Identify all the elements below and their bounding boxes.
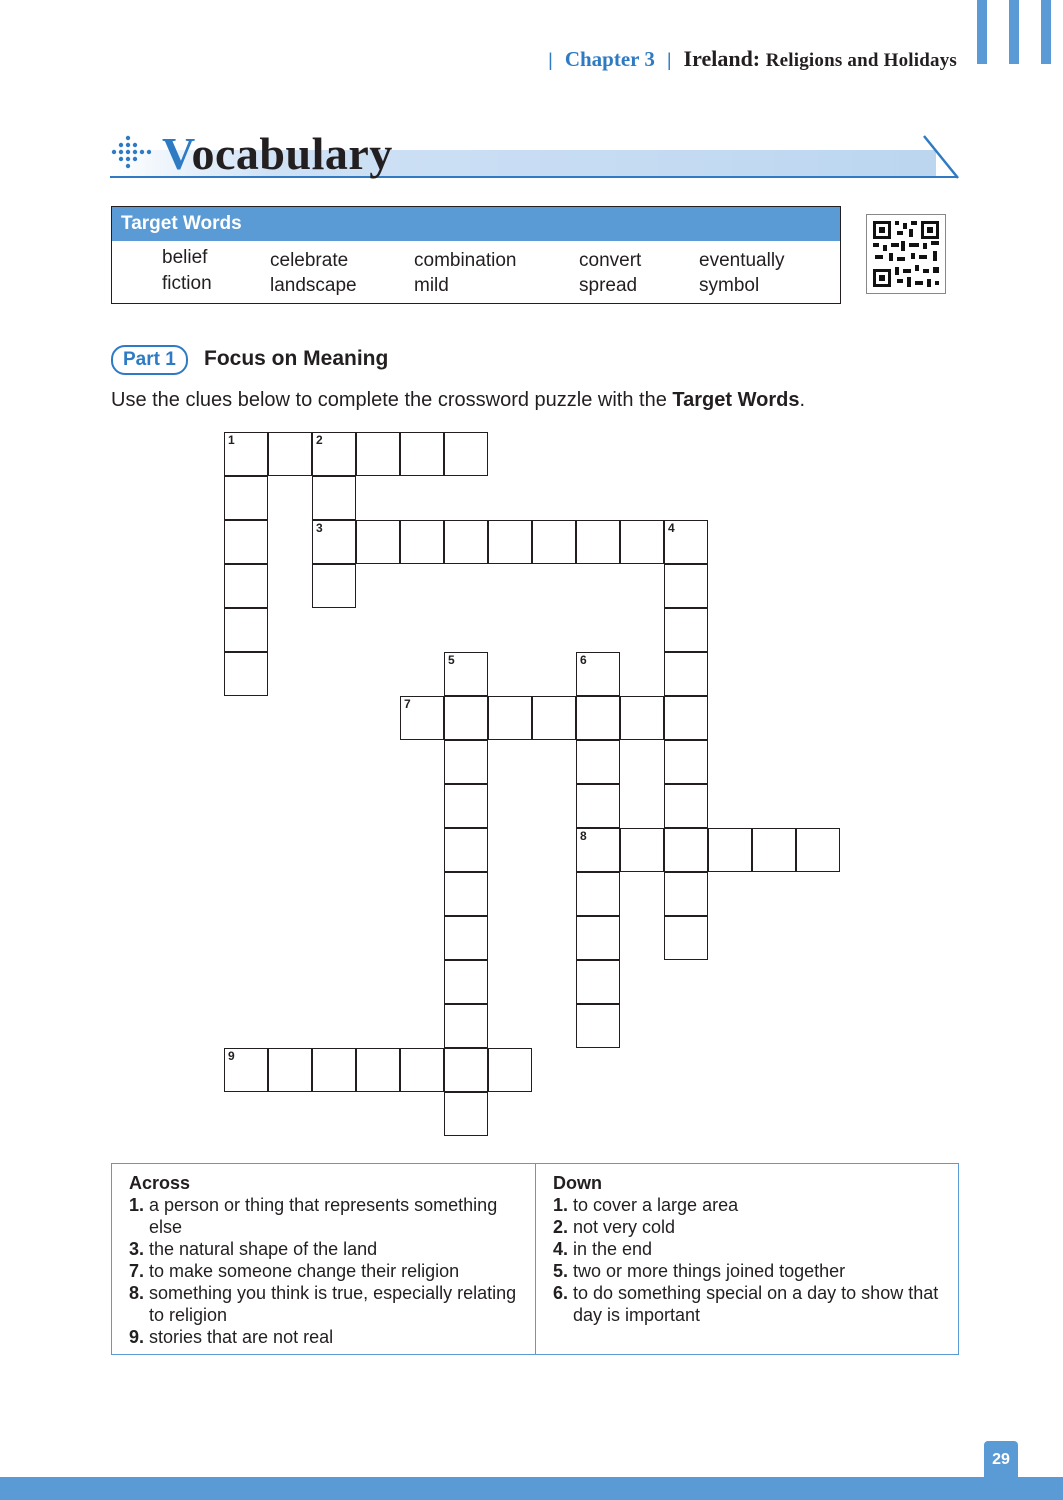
clue-text: not very cold xyxy=(573,1217,676,1237)
crossword-cell[interactable] xyxy=(664,652,708,696)
instruction-text xyxy=(111,389,805,412)
clue-number: 1. xyxy=(553,1195,569,1215)
across-heading: Across xyxy=(129,1173,191,1193)
target-words-list xyxy=(112,241,840,303)
crossword-cell[interactable] xyxy=(576,652,620,696)
crossword-cell[interactable] xyxy=(532,520,576,564)
clue-text: stories that are not real xyxy=(149,1327,334,1347)
target-word: eventually xyxy=(699,250,785,271)
crossword-cell[interactable] xyxy=(444,916,488,960)
clue-number: 2. xyxy=(553,1217,569,1237)
target-word: fiction xyxy=(162,273,212,294)
crossword-cell[interactable] xyxy=(400,696,444,740)
across-clues xyxy=(112,1164,536,1354)
crossword-cell[interactable] xyxy=(664,828,708,872)
crossword-cell[interactable] xyxy=(356,520,400,564)
chapter-label: Chapter 3 xyxy=(564,47,655,71)
target-word: landscape xyxy=(270,275,357,296)
crossword-cell[interactable] xyxy=(664,872,708,916)
crossword-cell[interactable] xyxy=(444,432,488,476)
crossword-cell[interactable] xyxy=(664,784,708,828)
clue-text: two or more things joined together xyxy=(573,1261,846,1281)
clue-text: the natural shape of the land xyxy=(149,1239,378,1259)
part-title: Focus on Meaning xyxy=(204,347,389,370)
clue-number: 6. xyxy=(553,1283,569,1303)
clue-number: 7. xyxy=(129,1261,145,1281)
crossword-cell[interactable] xyxy=(532,696,576,740)
target-word: celebrate xyxy=(270,250,349,271)
clue-item xyxy=(553,1238,958,1260)
clue-number: 4. xyxy=(553,1239,569,1259)
clue-number-label: 3 xyxy=(316,521,323,535)
header-separator: | xyxy=(666,50,672,70)
clue-number: 9. xyxy=(129,1327,145,1347)
crossword-cell[interactable] xyxy=(312,520,356,564)
crossword-cell[interactable] xyxy=(576,828,620,872)
clue-item xyxy=(553,1216,958,1238)
qr-code-icon[interactable] xyxy=(866,214,946,294)
crossword-cell[interactable] xyxy=(620,520,664,564)
clue-item xyxy=(553,1194,958,1216)
clue-text: a person or thing that represents something else xyxy=(149,1195,498,1237)
clue-number: 3. xyxy=(129,1239,145,1259)
clue-number-label: 7 xyxy=(404,697,411,711)
crossword-cell[interactable] xyxy=(620,828,664,872)
crossword-cell[interactable] xyxy=(620,696,664,740)
crossword-cell[interactable] xyxy=(576,784,620,828)
target-word: spread xyxy=(579,275,638,296)
crossword-cell[interactable] xyxy=(400,520,444,564)
title-rest: ocabulary xyxy=(191,128,393,179)
clue-item xyxy=(553,1260,958,1282)
crossword-cell[interactable] xyxy=(312,476,356,520)
crossword-cell[interactable] xyxy=(224,652,268,696)
part-badge: Part 1 xyxy=(111,345,188,375)
crossword-cell[interactable] xyxy=(576,872,620,916)
crossword-cell[interactable] xyxy=(224,608,268,652)
page-number: 29 xyxy=(984,1441,1018,1477)
crossword-cell[interactable] xyxy=(312,1048,356,1092)
target-word: convert xyxy=(579,250,642,271)
crossword-cell[interactable] xyxy=(444,872,488,916)
crossword-cell[interactable] xyxy=(488,696,532,740)
crossword-cell[interactable] xyxy=(488,520,532,564)
title-first-letter: V xyxy=(162,128,192,179)
crossword-grid xyxy=(224,432,840,1136)
target-word: combination xyxy=(414,250,517,271)
crossword-cell[interactable] xyxy=(576,696,620,740)
crossword-cell[interactable] xyxy=(400,432,444,476)
clue-item xyxy=(129,1260,535,1282)
crossword-cell[interactable] xyxy=(444,1092,488,1136)
clue-number: 5. xyxy=(553,1261,569,1281)
crossword-cell[interactable] xyxy=(576,520,620,564)
crossword-cell[interactable] xyxy=(664,916,708,960)
target-word: symbol xyxy=(699,275,760,296)
crossword-cell[interactable] xyxy=(400,1048,444,1092)
clue-number-label: 9 xyxy=(228,1049,235,1063)
crossword-cell[interactable] xyxy=(576,1004,620,1048)
clue-item xyxy=(129,1238,535,1260)
country-label: Ireland: xyxy=(683,46,761,71)
crossword-cell[interactable] xyxy=(356,432,400,476)
header-separator: | xyxy=(548,50,553,70)
crossword-cell[interactable] xyxy=(444,520,488,564)
instruction-prefix: Use the clues below to complete the crossword puzzle with the xyxy=(111,389,673,411)
crossword-cell[interactable] xyxy=(664,520,708,564)
crossword-cell[interactable] xyxy=(796,828,840,872)
crossword-cell[interactable] xyxy=(576,740,620,784)
clue-item xyxy=(129,1282,535,1326)
crossword-cell[interactable] xyxy=(224,476,268,520)
clue-number-label: 6 xyxy=(580,653,587,667)
crossword-cell[interactable] xyxy=(312,432,356,476)
clue-text: in the end xyxy=(573,1239,653,1259)
crossword-cell[interactable] xyxy=(356,1048,400,1092)
crossword-cell[interactable] xyxy=(444,828,488,872)
crossword-cell[interactable] xyxy=(708,828,752,872)
crossword-cell[interactable] xyxy=(444,960,488,1004)
crossword-cell[interactable] xyxy=(488,1048,532,1092)
running-header xyxy=(548,46,957,72)
crossword-cell[interactable] xyxy=(444,1048,488,1092)
clue-item xyxy=(129,1326,535,1348)
crossword-cell[interactable] xyxy=(664,740,708,784)
dots-icon xyxy=(110,134,154,170)
crossword-cell[interactable] xyxy=(224,520,268,564)
clue-text: to cover a large area xyxy=(573,1195,739,1215)
crossword-cell[interactable] xyxy=(664,564,708,608)
target-words-box xyxy=(111,206,841,304)
crossword-cell[interactable] xyxy=(268,1048,312,1092)
crossword-cell[interactable] xyxy=(664,696,708,740)
chapter-subtitle: Religions and Holidays xyxy=(765,50,957,71)
clue-item xyxy=(553,1282,958,1326)
clue-number-label: 2 xyxy=(316,433,323,447)
down-clues xyxy=(536,1164,958,1354)
down-heading: Down xyxy=(553,1173,602,1193)
crossword-cell[interactable] xyxy=(224,1048,268,1092)
header-decoration-bars xyxy=(977,0,1051,64)
clues-box xyxy=(111,1163,959,1355)
crossword-cell[interactable] xyxy=(268,432,312,476)
page-title xyxy=(162,126,393,182)
clue-number-label: 1 xyxy=(228,433,235,447)
clue-item xyxy=(129,1194,535,1238)
crossword-cell[interactable] xyxy=(576,916,620,960)
crossword-cell[interactable] xyxy=(664,608,708,652)
crossword-cell[interactable] xyxy=(444,784,488,828)
instruction-suffix: . xyxy=(799,389,806,411)
crossword-cell[interactable] xyxy=(752,828,796,872)
clue-number-label: 4 xyxy=(668,521,675,535)
target-word: belief xyxy=(162,247,208,268)
crossword-cell[interactable] xyxy=(224,432,268,476)
crossword-cell[interactable] xyxy=(444,1004,488,1048)
target-word: mild xyxy=(414,275,449,296)
target-words-heading: Target Words xyxy=(112,207,840,241)
crossword-cell[interactable] xyxy=(576,960,620,1004)
clue-text: something you think is true, especially relating to religion xyxy=(149,1283,517,1325)
clue-number: 8. xyxy=(129,1283,145,1303)
clue-number: 1. xyxy=(129,1195,145,1215)
crossword-cell[interactable] xyxy=(444,740,488,784)
instruction-bold: Target Words xyxy=(672,389,800,411)
footer-bar xyxy=(0,1477,1063,1500)
crossword-cell[interactable] xyxy=(444,652,488,696)
clue-text: to do something special on a day to show that day is important xyxy=(573,1283,939,1325)
clue-text: to make someone change their religion xyxy=(149,1261,460,1281)
crossword-cell[interactable] xyxy=(224,564,268,608)
title-slash-decoration xyxy=(922,134,962,180)
clue-number-label: 5 xyxy=(448,653,455,667)
crossword-cell[interactable] xyxy=(444,696,488,740)
crossword-cell[interactable] xyxy=(312,564,356,608)
clue-number-label: 8 xyxy=(580,829,587,843)
section-title xyxy=(110,126,962,182)
